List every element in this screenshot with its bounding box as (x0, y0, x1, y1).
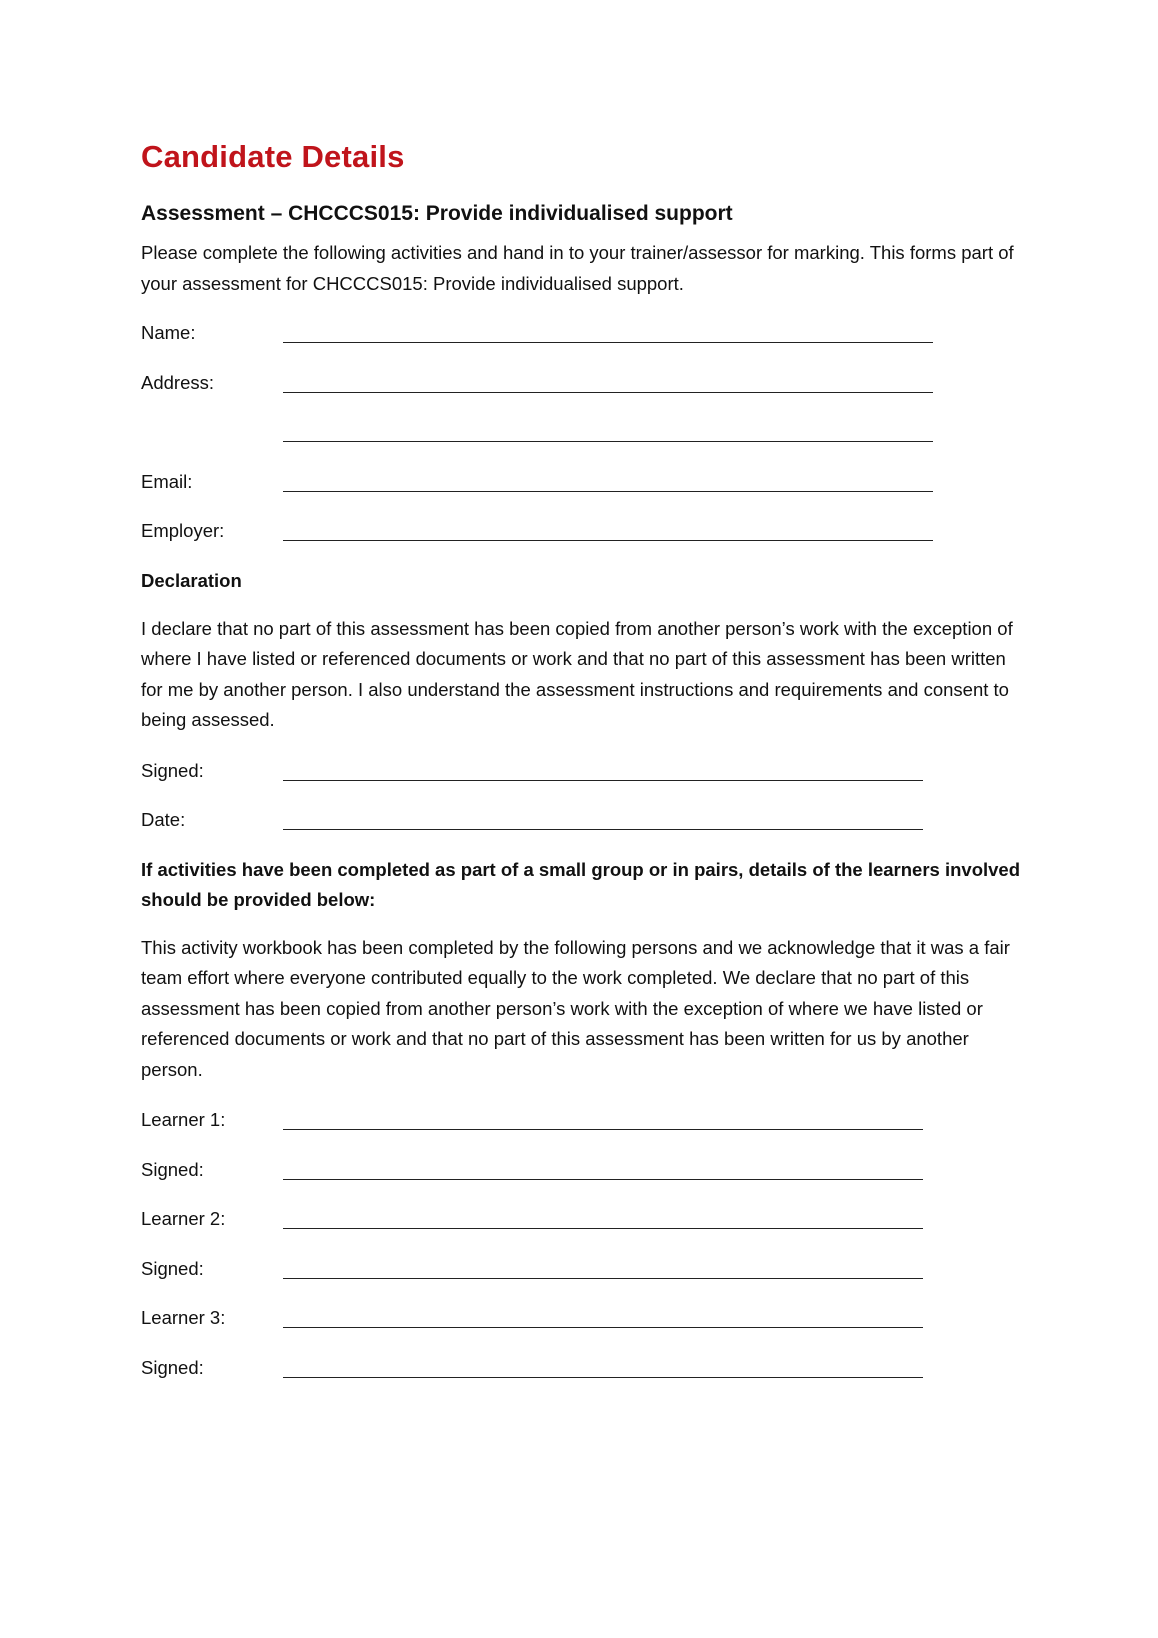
declaration-signed-label: Signed: (141, 759, 204, 781)
address-field[interactable] (141, 366, 1021, 416)
assessment-subtitle: Assessment – CHCCCS015: Provide individualised support (141, 202, 733, 225)
learner-3-line[interactable] (283, 1327, 923, 1328)
email-field[interactable] (141, 465, 1021, 515)
learner-1-label: Learner 1: (141, 1109, 226, 1130)
email-line[interactable] (283, 491, 933, 492)
declaration-signed-line[interactable] (283, 780, 923, 781)
group-fields (141, 1103, 1021, 1400)
learner-1-signed-line[interactable] (283, 1179, 923, 1180)
learner-3-field[interactable] (141, 1301, 1021, 1351)
address-line-1[interactable] (283, 392, 933, 393)
page-title: Candidate Details (141, 139, 405, 174)
employer-field[interactable] (141, 514, 1021, 564)
name-line[interactable] (283, 342, 933, 343)
address-line-2[interactable] (283, 441, 933, 442)
learner-3-signed-label: Signed: (141, 1356, 204, 1378)
learner-1-signed-label: Signed: (141, 1158, 204, 1180)
declaration-heading: Declaration (141, 569, 242, 591)
learner-3-label: Learner 3: (141, 1307, 226, 1328)
group-heading: If activities have been completed as part of a small group or in pairs, details of the learners involved should be provided below: (141, 858, 1021, 910)
learner-2-signed-line[interactable] (283, 1278, 923, 1279)
declaration-signed-field[interactable] (141, 754, 1021, 804)
employer-line[interactable] (283, 540, 933, 541)
declaration-date-label: Date: (141, 809, 186, 830)
address-label: Address: (141, 371, 215, 393)
address-field-continued[interactable] (141, 415, 1021, 465)
learner-2-line[interactable] (283, 1228, 923, 1229)
email-label: Email: (141, 470, 193, 492)
name-label: Name: (141, 322, 196, 343)
candidate-fields (141, 316, 1021, 564)
learner-1-field[interactable] (141, 1103, 1021, 1153)
learner-2-signed-label: Signed: (141, 1257, 204, 1279)
learner-3-signed-line[interactable] (283, 1377, 923, 1378)
group-paragraph: This activity workbook has been completed by the following persons and we acknowledge that it was a fair team effort where everyone contributed equally to the work completed. We declare that no part of this assessment has been copied from another person’s work with the exception of where we have listed or referenced documents or work and that no part of this assessment has been written for us by another person. (141, 936, 1010, 1080)
name-field[interactable] (141, 316, 1021, 366)
learner-1-signed-field[interactable] (141, 1153, 1021, 1203)
intro-paragraph: Please complete the following activities and hand in to your trainer/assessor for marking. This forms part of your assessment for CHCCCS015: Provide individualised support. (141, 242, 1014, 294)
declaration-date-line[interactable] (283, 829, 923, 830)
learner-2-label: Learner 2: (141, 1208, 226, 1229)
learner-1-line[interactable] (283, 1129, 923, 1130)
employer-label: Employer: (141, 520, 225, 541)
learner-3-signed-field[interactable] (141, 1351, 1021, 1401)
learner-2-field[interactable] (141, 1202, 1021, 1252)
document-page (141, 138, 1021, 1400)
declaration-fields (141, 754, 1021, 853)
declaration-date-field[interactable] (141, 803, 1021, 853)
learner-2-signed-field[interactable] (141, 1252, 1021, 1302)
declaration-paragraph: I declare that no part of this assessment has been copied from another person’s work with the exception of where I have listed or referenced documents or work and that no part of this assessment has been written for me by another person. I also understand the assessment instructions and requirements and consent to being assessed. (141, 617, 1013, 730)
